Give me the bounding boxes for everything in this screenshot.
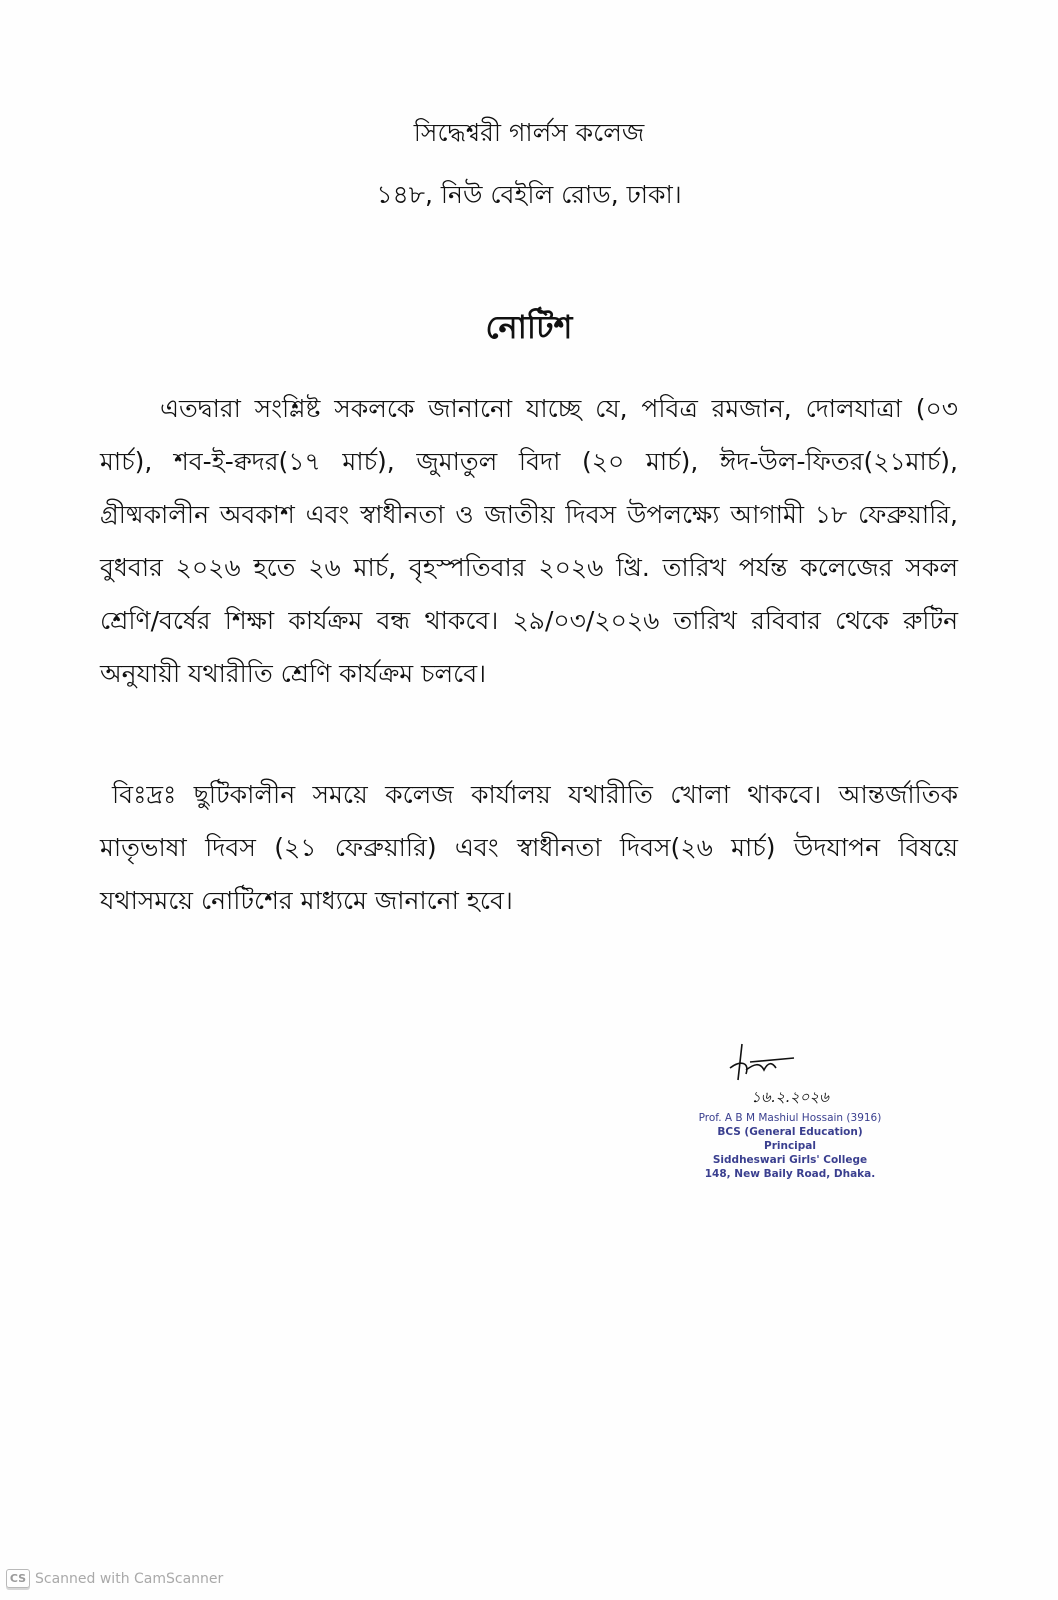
signatory-institution: Siddheswari Girls' College bbox=[712, 1154, 868, 1166]
camscanner-logo-icon: CS bbox=[6, 1569, 30, 1588]
notice-paragraph-main: এতদ্বারা সংশ্লিষ্ট সকলকে জানানো যাচ্ছে যে, পবিত্র রমজান, দোলযাত্রা (০৩ মার্চ), শব-ই-ক্বদর(১৭ মার্চ), জুমাতুল বিদা (২০ মার্চ), ঈদ-উল-ফিতর(২১মার্চ), গ্রীষ্মকালীন অবকাশ এবং স্বাধীনতা ও জাতীয় দিবস উপলক্ষ্যে আগামী ১৮ ফেব্রুয়ারি, বুধবার ২০২৬ হতে ২৬ মার্চ, বৃহস্পতিবার ২০২৬ খ্রি. তারিখ পর্যন্ত কলেজের সকল শ্রেণি/বর্ষের শিক্ষা কার্যক্রম বন্ধ থাকবে। ২৯/০৩/২০২৬ তারিখ রবিবার থেকে রুটিন অনুযায়ী যথারীতি শ্রেণি কার্যক্রম চলবে। bbox=[100, 394, 958, 688]
signature-date: ১৬.২.২০২৬ bbox=[751, 1088, 829, 1106]
signatory-cadre: BCS (General Education) bbox=[717, 1126, 863, 1138]
notice-paragraph-note: বিঃদ্রঃ ছুটিকালীন সময়ে কলেজ কার্যালয় যথারীতি খোলা থাকবে। আন্তর্জাতিক মাতৃভাষা দিবস (২১ ফেব্রুয়ারি) এবং স্বাধীনতা দিবস(২৬ মার্চ) উদযাপন বিষয়ে যথাসময়ে নোটিশের মাধ্যমে জানানো হবে। bbox=[100, 780, 958, 915]
signatory-address: 148, New Baily Road, Dhaka. bbox=[704, 1168, 876, 1180]
institution-address: ১৪৮, নিউ বেইলি রোড, ঢাকা। bbox=[376, 180, 682, 209]
letterhead bbox=[0, 110, 1058, 218]
watermark-text: Scanned with CamScanner bbox=[35, 1570, 224, 1587]
signatory-name: Prof. A B M Mashiul Hossain (3916) bbox=[698, 1112, 882, 1124]
institution-name: সিদ্ধেশ্বরী গার্লস কলেজ bbox=[413, 118, 645, 147]
signature-block bbox=[680, 1040, 900, 1181]
signatory-designation: Principal bbox=[764, 1140, 816, 1152]
camscanner-watermark bbox=[6, 1569, 223, 1588]
handwritten-signature-icon bbox=[680, 1040, 900, 1084]
notice-title: নোটিশ bbox=[485, 308, 573, 346]
